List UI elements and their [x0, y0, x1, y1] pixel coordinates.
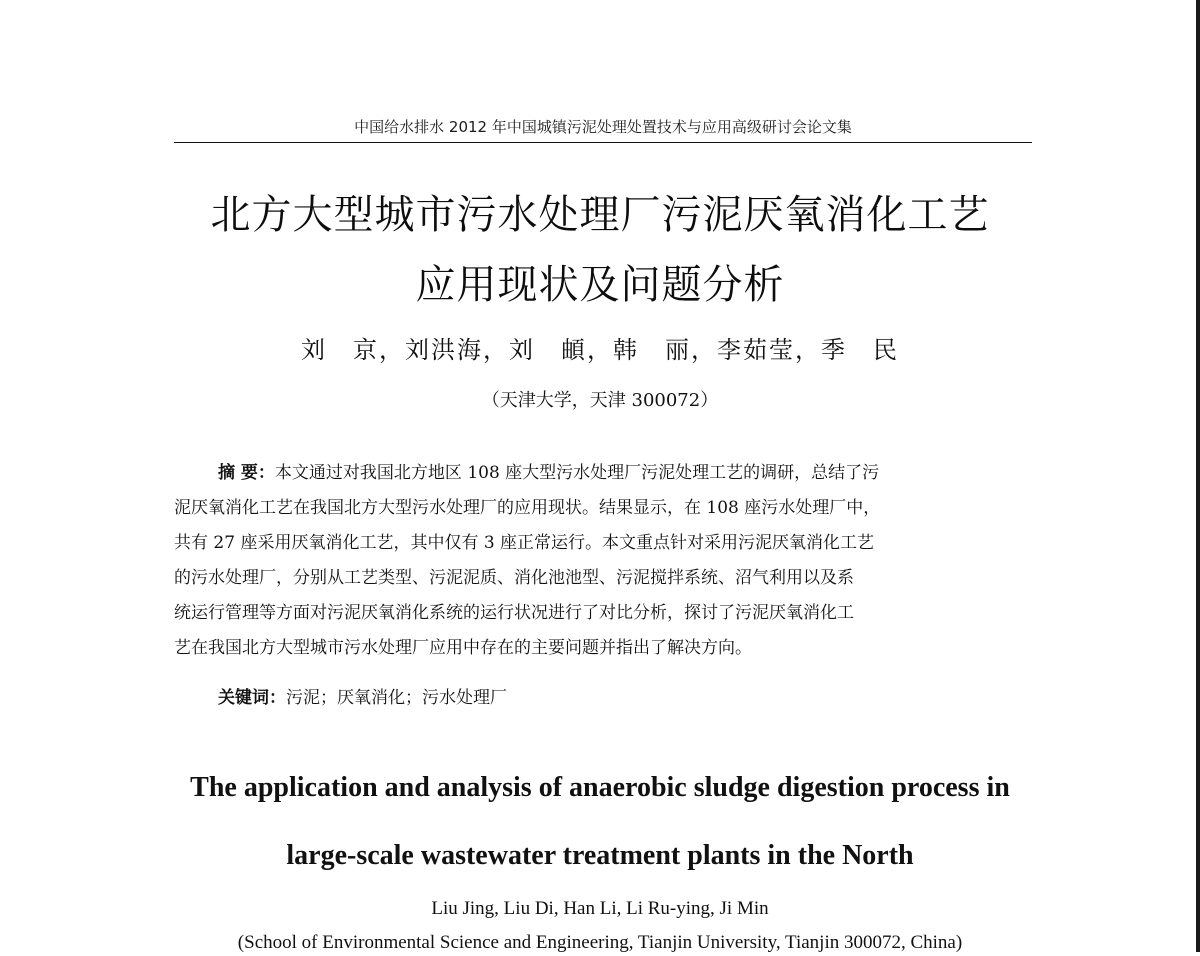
abstract-label: 摘 要：	[218, 463, 275, 483]
english-authors: Liu Jing, Liu Di, Han Li, Li Ru-ying, Ji Min	[431, 898, 769, 919]
page-edge-border	[1196, 0, 1200, 952]
abstract-line-6: 艺在我国北方大型城市污水处理厂应用中存在的主要问题并指出了解决方向。	[174, 638, 752, 658]
keywords-text: 污泥；厌氧消化；污水处理厂	[286, 688, 507, 708]
chinese-title-line-2: 应用现状及问题分析	[415, 262, 785, 308]
abstract-line-4: 的污水处理厂，分别从工艺类型、污泥泥质、消化池池型、污泥搅拌系统、沼气利用以及系	[174, 568, 854, 588]
chinese-title-line-1: 北方大型城市污水处理厂污泥厌氧消化工艺	[210, 192, 990, 238]
abstract-line-2: 泥厌氧消化工艺在我国北方大型污水处理厂的应用现状。结果显示，在 108 座污水处理厂中，	[174, 498, 881, 518]
english-title-line-2: large-scale wastewater treatment plants in the North	[286, 840, 914, 871]
abstract-line-1	[174, 456, 1032, 491]
chinese-affiliation: （天津大学，天津 300072）	[481, 390, 719, 411]
abstract	[174, 456, 1032, 666]
english-affiliation: (School of Environmental Science and Engineering, Tianjin University, Tianjin 300072, China)	[237, 932, 963, 953]
abstract-text: 本文通过对我国北方地区 108 座大型污水处理厂污泥处理工艺的调研，总结了污	[274, 463, 880, 483]
header-rule	[174, 142, 1032, 143]
keywords	[218, 681, 507, 716]
running-header: 中国给水排水 2012 年中国城镇污泥处理处置技术与应用高级研讨会论文集	[354, 118, 852, 136]
abstract-line-3: 共有 27 座采用厌氧消化工艺，其中仅有 3 座正常运行。本文重点针对采用污泥厌氧消化工艺	[174, 533, 875, 553]
english-title-line-1: The application and analysis of anaerobic sludge digestion process in	[190, 772, 1010, 803]
chinese-authors: 刘 京，刘洪海，刘 頔，韩 丽，李茹莹，季 民	[301, 336, 899, 364]
abstract-line-5: 统运行管理等方面对污泥厌氧消化系统的运行状况进行了对比分析，探讨了污泥厌氧消化工	[174, 603, 854, 623]
keywords-label: 关键词：	[218, 688, 286, 708]
